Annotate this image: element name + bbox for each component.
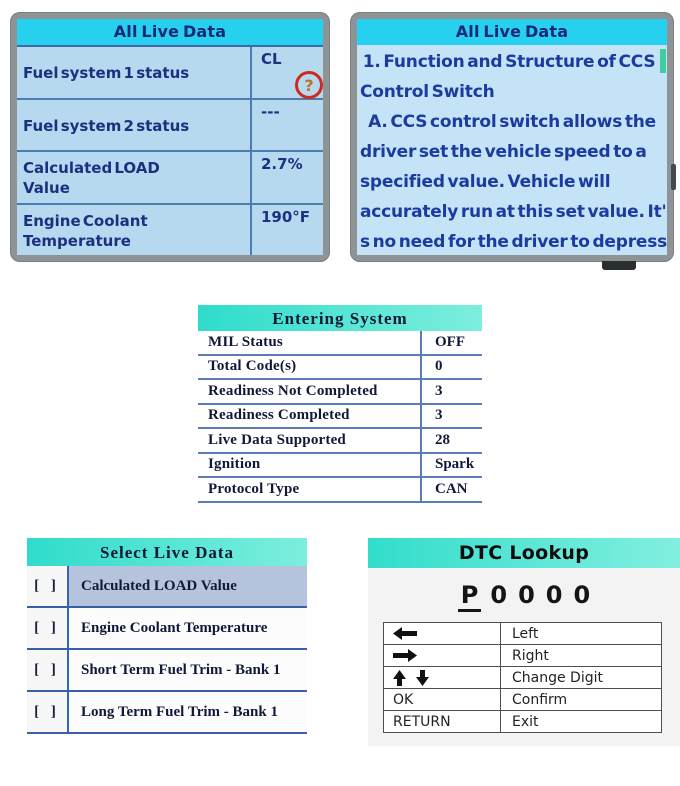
row-value: 28: [420, 429, 482, 452]
key-legend-row: [384, 688, 661, 710]
row-value: CAN: [420, 478, 482, 501]
panel-entering-system: [198, 305, 482, 503]
ok-key-label: OK: [384, 689, 501, 710]
scrollbar-thumb[interactable]: [660, 49, 666, 73]
help-text-line: Control Switch: [360, 82, 495, 102]
list-item[interactable]: [27, 566, 307, 608]
row-label: MIL Status: [208, 333, 283, 350]
dtc-code-digits[interactable]: 0000: [490, 581, 602, 609]
help-text-line: specified value. Vehicle will: [360, 172, 611, 192]
panel-select-live-data: [27, 538, 307, 734]
table-row: [198, 380, 482, 405]
parameter-value: ---: [250, 100, 323, 151]
panel-live-data-help: [350, 12, 674, 262]
dtc-lookup-title: DTC Lookup: [368, 538, 680, 568]
table-row: [198, 454, 482, 479]
up-arrow-icon: [393, 670, 406, 686]
list-item-label: Short Term Fuel Trim - Bank 1: [67, 650, 307, 690]
key-legend-row: [384, 623, 661, 644]
list-item-label: Engine Coolant Temperature: [67, 608, 307, 648]
panel-dtc-lookup: [368, 538, 680, 746]
key-action-label: Left: [512, 625, 539, 642]
down-arrow-icon: [416, 670, 429, 686]
help-text-line: A. CCS control switch allows the: [360, 112, 657, 132]
left-arrow-icon: [393, 627, 417, 640]
parameter-value: 190°F: [250, 205, 323, 256]
list-item[interactable]: [27, 692, 307, 734]
table-row[interactable]: [17, 203, 323, 256]
key-legend-table: [383, 622, 662, 733]
help-text-line: s no need for the driver to depress: [360, 232, 667, 252]
row-label: Protocol Type: [208, 480, 300, 497]
lcd-screen: [17, 19, 323, 255]
dtc-code-cursor-digit[interactable]: P: [458, 581, 482, 612]
list-item-label: Calculated LOAD Value: [67, 566, 307, 606]
key-legend-row: [384, 710, 661, 732]
row-label: Live Data Supported: [208, 431, 346, 448]
row-label: Ignition: [208, 456, 261, 473]
screen-title: All Live Data: [17, 19, 323, 45]
checkbox[interactable]: [ ]: [27, 692, 67, 732]
parameter-label: Engine Coolant Temperature: [23, 211, 148, 250]
table-row[interactable]: [17, 98, 323, 151]
right-arrow-icon: [393, 649, 417, 662]
select-live-data-title: Select Live Data: [27, 538, 307, 566]
lcd-screen: [357, 19, 667, 255]
dtc-code-input[interactable]: [368, 581, 680, 609]
key-action-label: Confirm: [512, 691, 568, 708]
help-text-line: accurately run at this set value. It': [360, 202, 667, 222]
checkbox[interactable]: [ ]: [27, 608, 67, 648]
help-question-icon[interactable]: [295, 71, 323, 99]
key-legend-row: [384, 666, 661, 688]
table-row[interactable]: [17, 150, 323, 203]
parameter-value: CL: [250, 47, 323, 98]
key-legend-row: [384, 644, 661, 666]
device-side-button: [671, 164, 676, 190]
key-cell: [384, 645, 501, 666]
parameter-label: Calculated LOAD Value: [23, 159, 160, 198]
key-cell: [384, 623, 501, 644]
help-text-area: [357, 45, 667, 255]
row-label: Total Code(s): [208, 358, 297, 375]
parameter-label: Fuel system 1 status: [23, 64, 190, 83]
device-foot: [602, 261, 636, 270]
table-row[interactable]: [17, 47, 323, 98]
table-row: [198, 331, 482, 356]
screen-title: All Live Data: [357, 19, 667, 45]
table-row: [198, 429, 482, 454]
key-action-label: Change Digit: [512, 669, 603, 686]
row-value: OFF: [420, 331, 482, 354]
row-value: 3: [420, 405, 482, 428]
key-cell: [384, 667, 501, 688]
live-data-table: [17, 45, 323, 255]
checkbox[interactable]: [ ]: [27, 566, 67, 606]
checkbox[interactable]: [ ]: [27, 650, 67, 690]
panel-live-data-table: [10, 12, 330, 262]
parameter-label: Fuel system 2 status: [23, 116, 190, 135]
row-label: Readiness Not Completed: [208, 382, 378, 399]
table-row: [198, 405, 482, 430]
key-action-label: Exit: [512, 713, 539, 730]
row-value: 0: [420, 356, 482, 379]
row-value: 3: [420, 380, 482, 403]
question-mark-glyph: ?: [304, 75, 314, 95]
table-row: [198, 478, 482, 503]
help-text-line: driver set the vehicle speed to a: [360, 142, 647, 162]
help-text-line: 1. Function and Structure of CCS: [360, 52, 656, 72]
row-value: Spark: [420, 454, 482, 477]
list-item-label: Long Term Fuel Trim - Bank 1: [67, 692, 307, 732]
return-key-label: RETURN: [384, 711, 501, 732]
list-item[interactable]: [27, 608, 307, 650]
list-item[interactable]: [27, 650, 307, 692]
table-row: [198, 356, 482, 381]
entering-system-title: Entering System: [198, 305, 482, 331]
row-label: Readiness Completed: [208, 407, 350, 424]
key-action-label: Right: [512, 647, 549, 664]
parameter-value: 2.7%: [250, 152, 323, 203]
